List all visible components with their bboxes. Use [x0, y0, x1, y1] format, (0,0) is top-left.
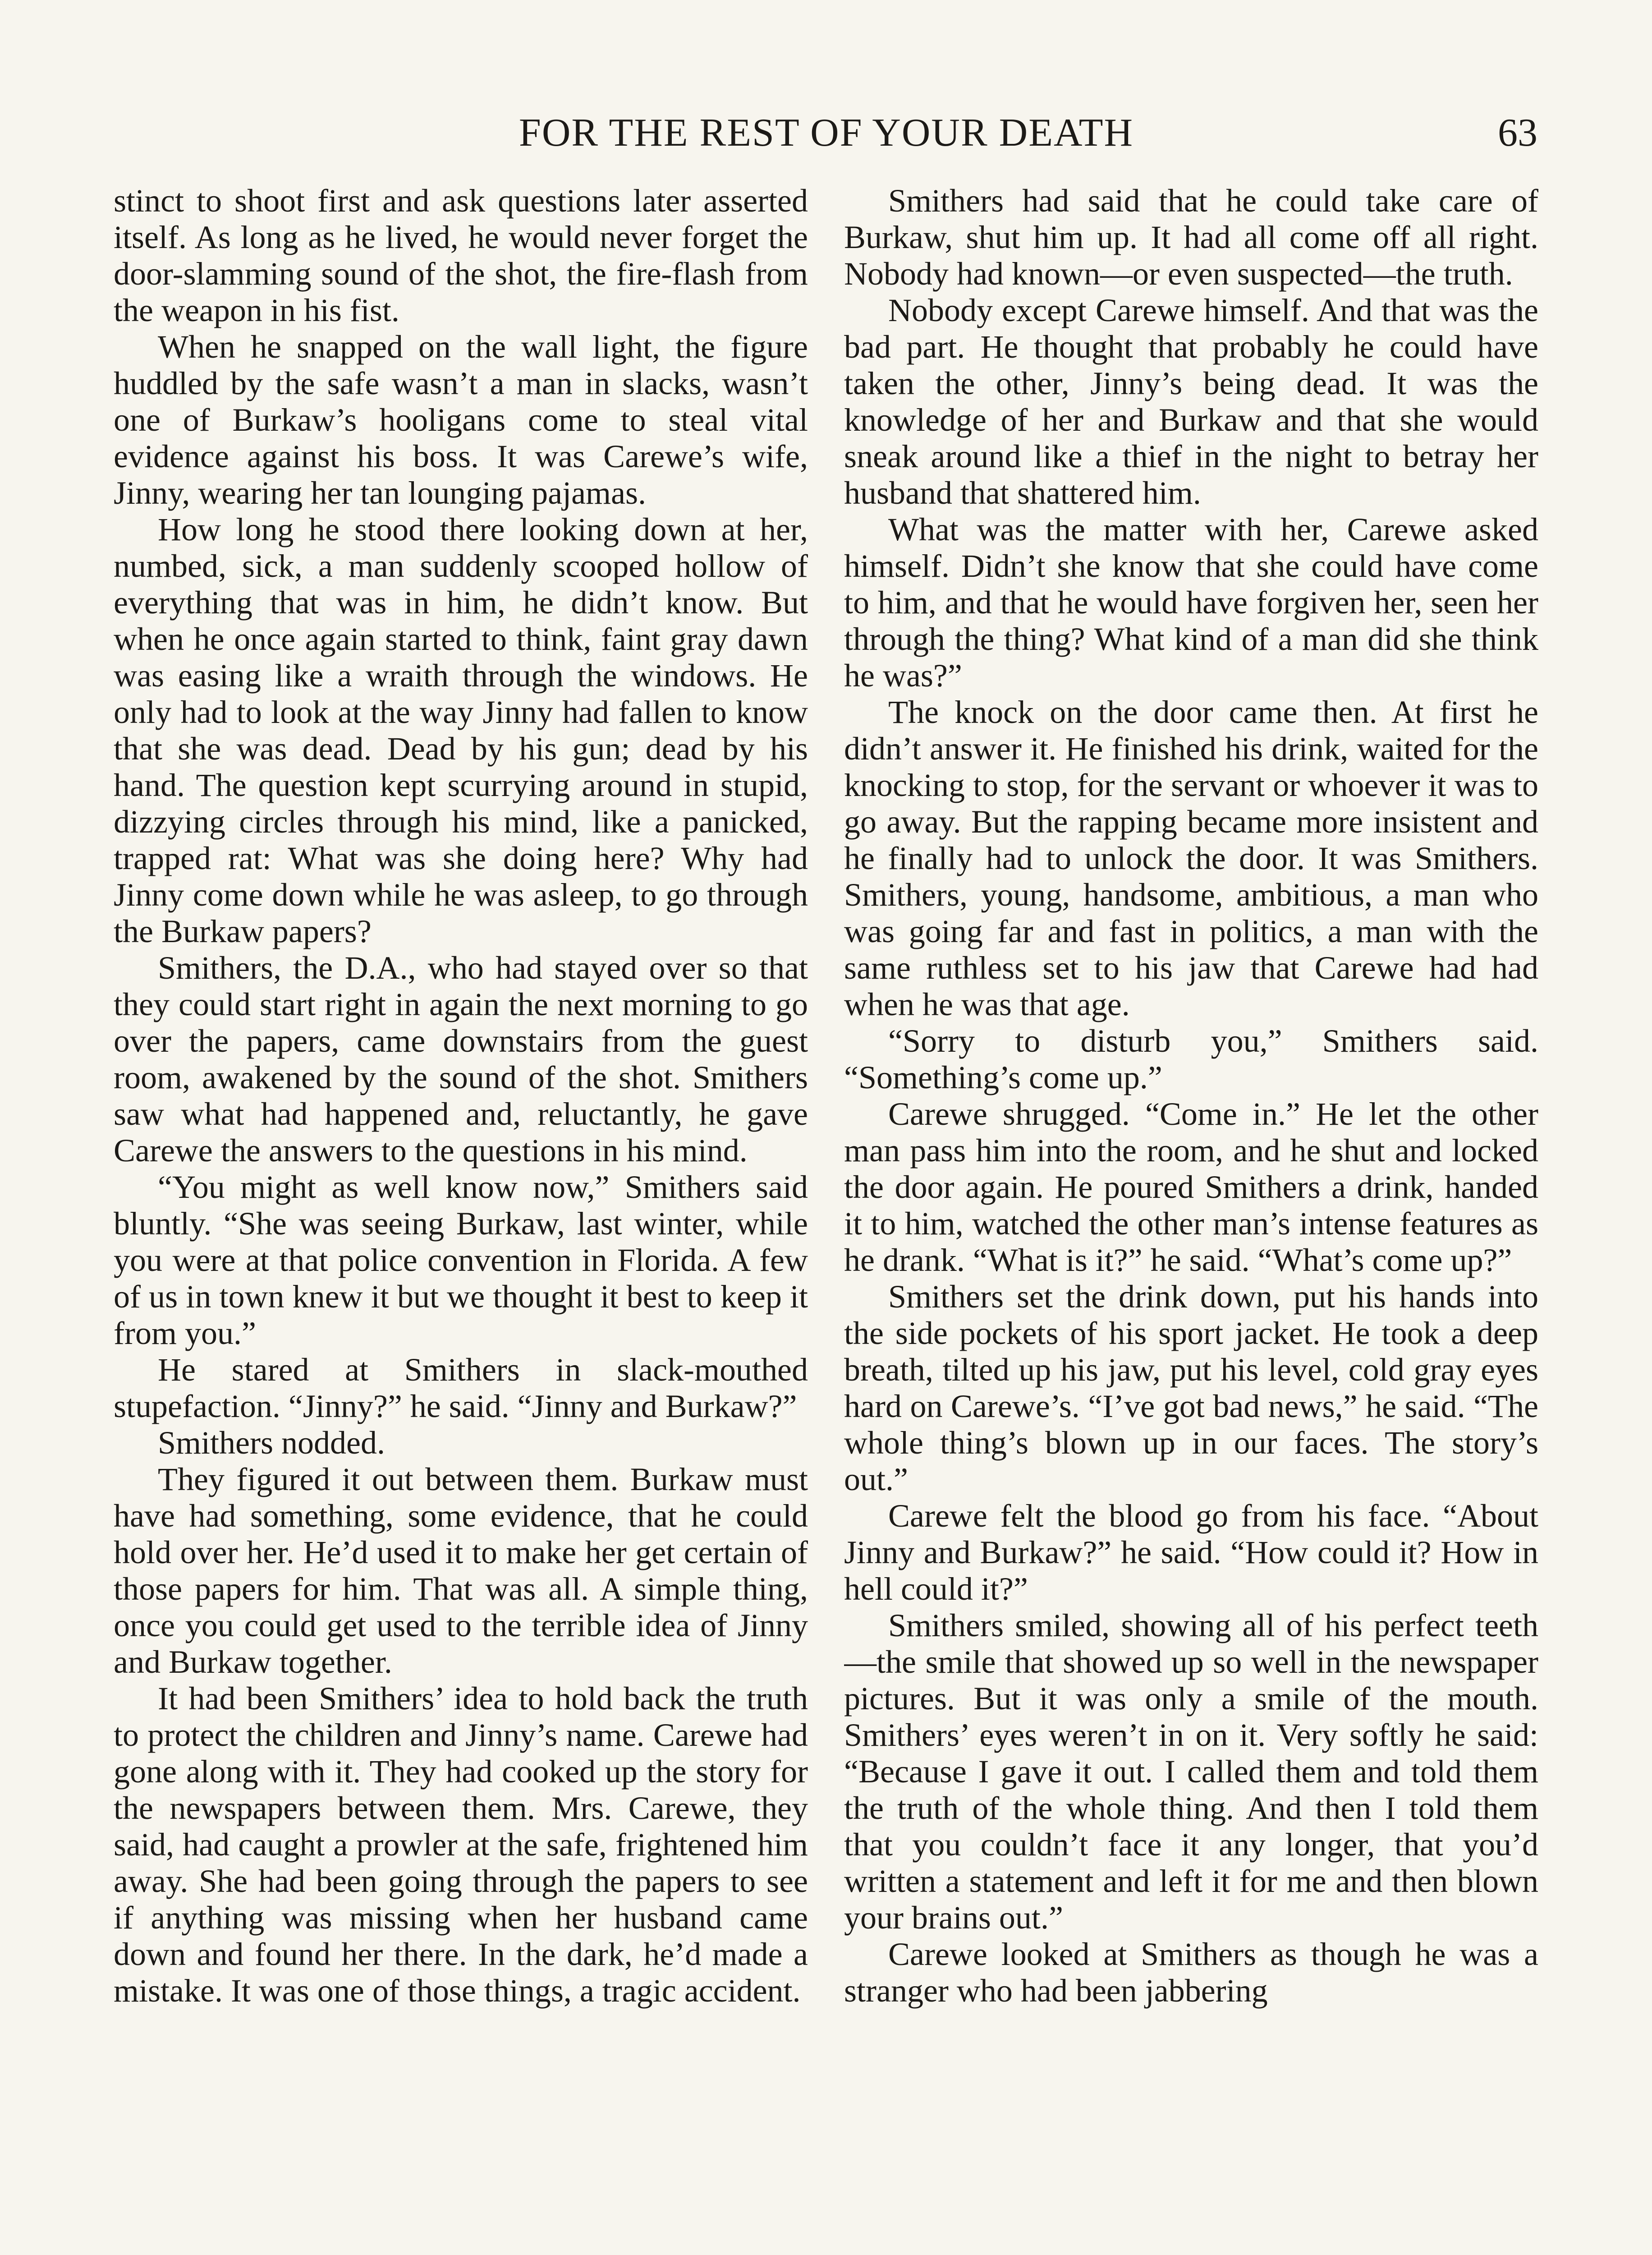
page-header [115, 106, 1537, 160]
text-column-right [844, 183, 1538, 2255]
paragraph: The knock on the door came then. At first he didn’t answer it. He finished his drink, waited for the knocking to stop, for the servant or whoever it was to go away. But the rapping became more insistent and he finally had to unlock the door. It was Smithers. Smithers, young, handsome, ambitious, a man who was going far and fast in politics, a man with the same ruthless set to his jaw that Carewe had had when he was that age. [844, 694, 1538, 1022]
paragraph: It had been Smithers’ idea to hold back the truth to protect the children and Jinny’s name. Carewe had gone along with it. They had cooked up the story for the newspapers between them. Mrs. Carewe, they said, had caught a prowler at the safe, frightened him away. She had been going through the papers to see if anything was missing when her husband came down and found her there. In the dark, he’d made a mistake. It was one of those things, a tragic accident. [114, 1680, 808, 2009]
paragraph: Smithers set the drink down, put his hands into the side pockets of his sport jacket. He took a deep breath, tilted up his jaw, put his level, cold gray eyes hard on Carewe’s. “I’ve got bad news,” he said. “The whole thing’s blown up in our faces. The story’s out.” [844, 1279, 1538, 1497]
paragraph: How long he stood there looking down at her, numbed, sick, a man suddenly scooped hollow of everything that was in him, he didn’t know. But when he once again started to think, faint gray dawn was easing like a wraith through the windows. He only had to look at the way Jinny had fallen to know that she was dead. Dead by his gun; dead by his hand. The question kept scurrying around in stupid, dizzying circles through his mind, like a panicked, trapped rat: What was she doing here? Why had Jinny come down while he was asleep, to go through the Burkaw papers? [114, 511, 808, 949]
paragraph: When he snapped on the wall light, the figure huddled by the safe wasn’t a man in slacks, wasn’t one of Burkaw’s hooligans come to steal vital evidence against his boss. It was Carewe’s wife, Jinny, wearing her tan lounging pajamas. [114, 329, 808, 511]
paragraph: stinct to shoot first and ask questions later asserted itself. As long as he lived, he would never forget the door-slamming sound of the shot, the fire-flash from the weapon in his fist. [114, 183, 808, 328]
page-number: 63 [1498, 111, 1537, 155]
paragraph: Smithers, the D.A., who had stayed over so that they could start right in again the next morning to go over the papers, came downstairs from the guest room, awakened by the sound of the shot. Smithers saw what had happened and, reluctantly, he gave Carewe the answers to the questions in his mind. [114, 950, 808, 1169]
paragraph: Smithers smiled, showing all of his perfect teeth—the smile that showed up so well in the newspaper pictures. But it was only a smile of the mouth. Smithers’ eyes weren’t in on it. Very softly he said: “Because I gave it out. I called them and told them the truth of the whole thing. And then I told them that you couldn’t face it any longer, that you’d written a statement and left it for me and then blown your brains out.” [844, 1607, 1538, 1936]
running-title: FOR THE REST OF YOUR DEATH [519, 111, 1134, 155]
paragraph: “You might as well know now,” Smithers said bluntly. “She was seeing Burkaw, last winter, while you were at that police convention in Florida. A few of us in town knew it but we thought it best to keep it from you.” [114, 1169, 808, 1351]
paragraph: Carewe shrugged. “Come in.” He let the other man pass him into the room, and he shut and locked the door again. He poured Smithers a drink, handed it to him, watched the other man’s intense features as he drank. “What is it?” he said. “What’s come up?” [844, 1096, 1538, 1278]
paragraph: “Sorry to disturb you,” Smithers said. “Something’s come up.” [844, 1023, 1538, 1095]
paragraph: Smithers nodded. [158, 1425, 385, 1461]
paragraph: What was the matter with her, Carewe asked himself. Didn’t she know that she could have come to him, and that he would have forgiven her, seen her through the thing? What kind of a man did she think he was?” [844, 511, 1538, 694]
paragraph: Nobody except Carewe himself. And that was the bad part. He thought that probably he could have taken the other, Jinny’s being dead. It was the knowledge of her and Burkaw and that she would sneak around like a thief in the night to betray her husband that shattered him. [844, 292, 1538, 511]
text-column-left [114, 183, 808, 2255]
paragraph: Carewe looked at Smithers as though he was a stranger who had been jabbering [844, 1936, 1538, 2009]
paragraph: Smithers had said that he could take care of Burkaw, shut him up. It had all come off all right. Nobody had known—or even suspected—the truth. [844, 183, 1538, 292]
paragraph: Carewe felt the blood go from his face. “About Jinny and Burkaw?” he said. “How could it? How in hell could it?” [844, 1498, 1538, 1607]
paragraph: They figured it out between them. Burkaw must have had something, some evidence, that he could hold over her. He’d used it to make her get certain of those papers for him. That was all. A simple thing, once you could get used to the terrible idea of Jinny and Burkaw together. [114, 1461, 808, 1680]
paragraph: He stared at Smithers in slack-mouthed stupefaction. “Jinny?” he said. “Jinny and Burkaw?” [114, 1352, 808, 1424]
